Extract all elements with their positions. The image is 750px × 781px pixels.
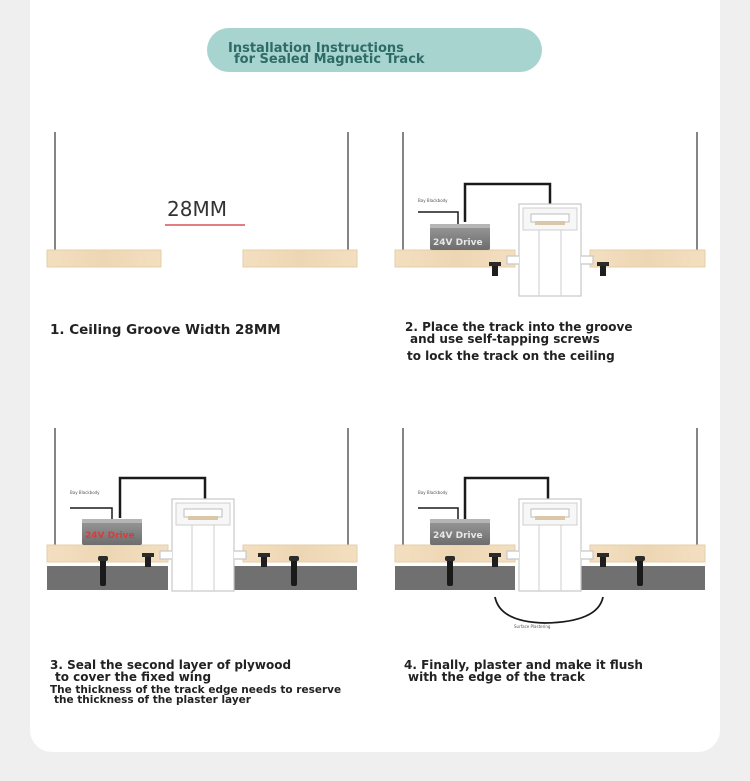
flush-indicator-arc	[495, 597, 603, 623]
ceiling-board-right	[243, 250, 357, 267]
step-2-caption-line-2: and use self-tapping screws	[410, 332, 600, 346]
ceiling-board-left	[47, 250, 161, 267]
step-2-caption-line-1: 2. Place the track into the groove	[405, 320, 633, 334]
magnetic-track	[507, 204, 593, 296]
groove-width-label: 28MM	[167, 197, 227, 221]
screw-right	[597, 262, 609, 276]
panel-4-diagram	[395, 428, 705, 629]
panel-2-diagram	[395, 132, 705, 296]
cable-label: Bay Blackbody	[418, 198, 448, 203]
step-3-caption-line-2: to cover the fixed wing	[55, 670, 212, 684]
input-cable	[418, 212, 458, 226]
driver-label: 24V Drive	[433, 531, 483, 541]
step-3-caption-line-1: 3. Seal the second layer of plywood	[50, 658, 292, 672]
step-3-caption-line-4: the thickness of the plaster layer	[54, 694, 251, 706]
magnetic-track	[160, 499, 246, 591]
step-3-caption-line-3: The thickness of the track edge needs to reserve	[50, 684, 342, 696]
title-line-1: Installation Instructions	[228, 41, 404, 56]
step-2-caption-line-3: to lock the track on the ceiling	[407, 349, 615, 363]
driver-label: 24V Drive	[433, 238, 483, 248]
step-4-caption-line-1: 4. Finally, plaster and make it flush	[404, 658, 643, 672]
driver-label: 24V Drive	[85, 531, 135, 541]
screw-left	[489, 262, 501, 276]
cable-label: Bay Blackbody	[418, 490, 448, 495]
magnetic-track	[507, 499, 593, 591]
input-cable	[70, 508, 112, 520]
cable-label: Bay Blackbody	[70, 490, 100, 495]
plaster-layer-left	[395, 566, 515, 590]
step-1-caption: 1. Ceiling Groove Width 28MM	[50, 322, 281, 338]
title-line-2: for Sealed Magnetic Track	[234, 52, 425, 67]
panel-3-diagram	[47, 428, 357, 591]
second-plywood-left	[47, 566, 168, 590]
step-4-caption-line-2: with the edge of the track	[408, 670, 585, 684]
panel-1-diagram	[47, 132, 357, 267]
surface-plastering-label: Surface Plastering	[514, 624, 551, 629]
